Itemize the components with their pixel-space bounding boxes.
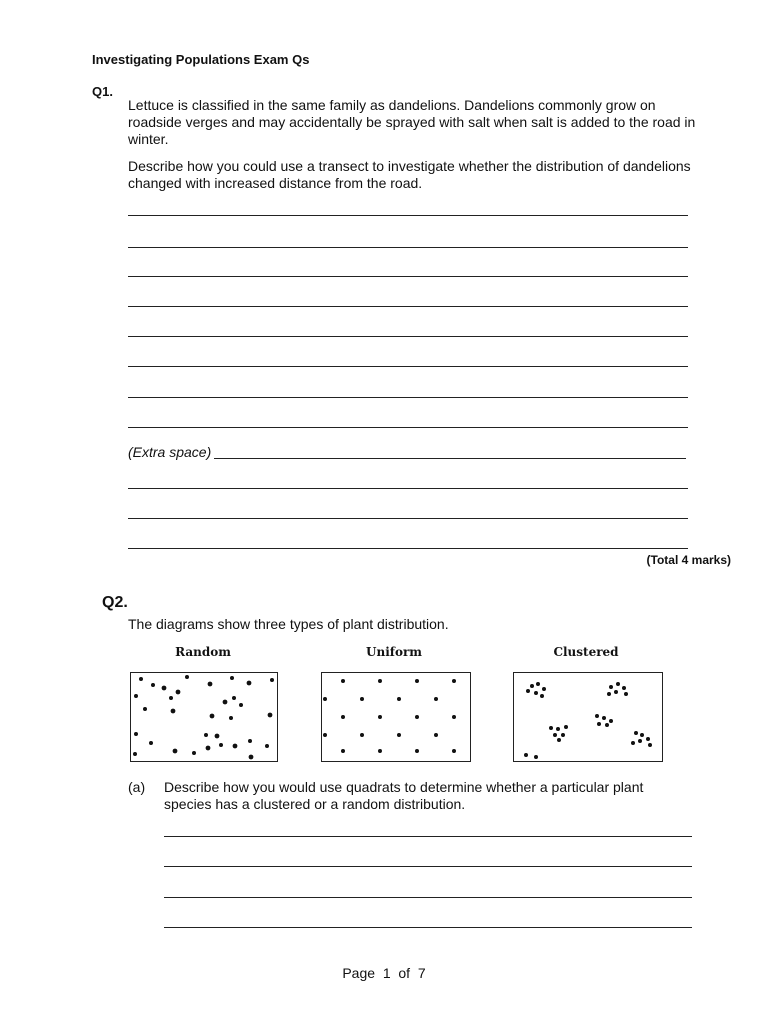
answer-line[interactable] (128, 247, 688, 248)
q1-total-marks: (Total 4 marks) (646, 553, 731, 567)
uniform-dots (322, 673, 470, 761)
q2-label: Q2. (102, 594, 128, 611)
diagram-label-clustered: Clustered (553, 645, 619, 659)
clustered-distribution-diagram (513, 672, 663, 762)
answer-line[interactable] (164, 927, 692, 928)
answer-line[interactable] (164, 836, 692, 837)
document-title: Investigating Populations Exam Qs (92, 52, 310, 67)
answer-line[interactable] (128, 427, 688, 428)
extra-space-label: (Extra space) (128, 444, 212, 460)
q1-task: Describe how you could use a transect to investigate whether the distribution of dandelions changed with increased distance from the road. (128, 158, 691, 191)
answer-line[interactable] (128, 366, 688, 367)
answer-line[interactable] (128, 276, 688, 277)
answer-line[interactable] (214, 458, 686, 459)
random-dots (131, 673, 277, 761)
part-a-label: (a) (128, 779, 146, 795)
page-footer: Page 1 of 7 (342, 965, 426, 981)
answer-line[interactable] (128, 215, 688, 216)
clustered-dots (514, 673, 662, 761)
answer-line[interactable] (128, 306, 688, 307)
random-distribution-diagram (130, 672, 278, 762)
q2-intro: The diagrams show three types of plant distribution. (128, 616, 449, 632)
diagram-label-uniform: Uniform (366, 645, 422, 659)
answer-line[interactable] (128, 518, 688, 519)
diagram-label-random: Random (175, 645, 231, 659)
answer-line[interactable] (128, 548, 688, 549)
answer-line[interactable] (128, 397, 688, 398)
q1-label: Q1. (92, 84, 113, 99)
q1-intro: Lettuce is classified in the same family as dandelions. Dandelions commonly grow on roadside verges and may accidentally be sprayed with salt when salt is added to the road in winter. (128, 97, 696, 147)
answer-line[interactable] (128, 488, 688, 489)
part-a-text: Describe how you would use quadrats to determine whether a particular plant species has a clustered or a random distribution. (164, 779, 644, 812)
answer-line[interactable] (164, 866, 692, 867)
answer-line[interactable] (164, 897, 692, 898)
answer-line[interactable] (128, 336, 688, 337)
uniform-distribution-diagram (321, 672, 471, 762)
